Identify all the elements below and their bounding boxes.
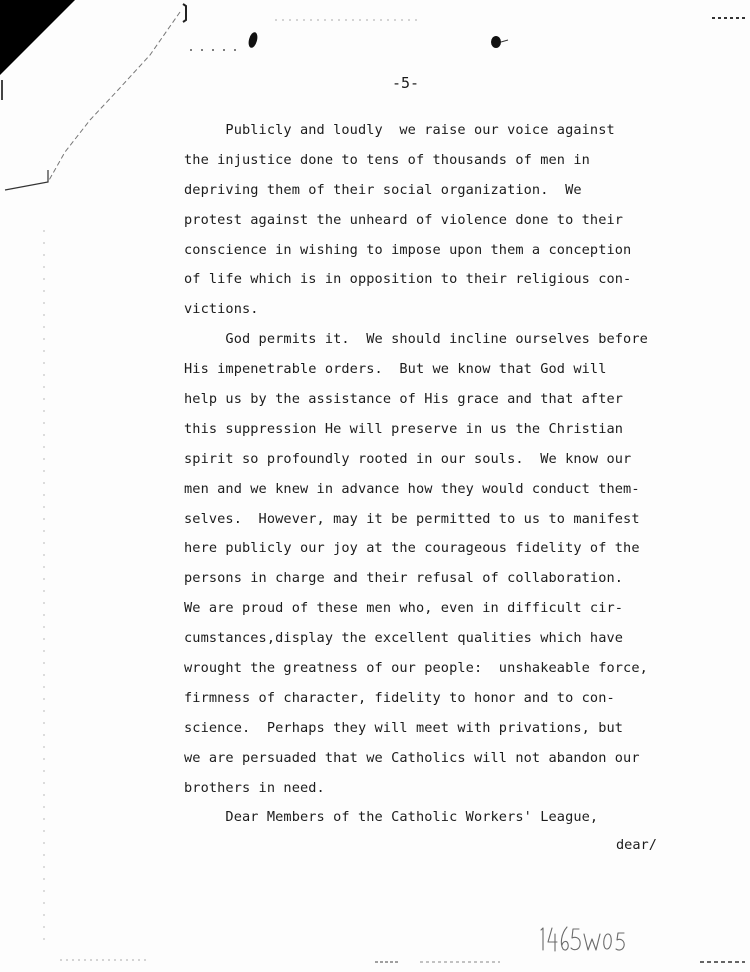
text-line: conscience in wishing to impose upon them a conception — [184, 241, 632, 258]
scanned-corner-shadow — [0, 0, 75, 75]
text-line: of life which is in opposition to their religious con- — [184, 271, 632, 288]
text-line: we are persuaded that we Catholics will not abandon our — [184, 749, 640, 766]
body-text — [184, 116, 724, 833]
text-line: wrought the greatness of our people: unshakeable force, — [184, 660, 648, 677]
text-line: cumstances,display the excellent qualities which have — [184, 630, 624, 647]
text-line: We are proud of these men who, even in difficult cir- — [184, 600, 624, 617]
text-line: science. Perhaps they will meet with privations, but — [184, 719, 624, 736]
text-line: selves. However, may it be permitted to us to manifest — [184, 510, 640, 527]
text-line: victions. — [184, 301, 259, 318]
text-line: spirit so profoundly rooted in our souls. We know our — [184, 450, 632, 467]
text-line: depriving them of their social organization. We — [184, 181, 582, 198]
text-line: brothers in need. — [184, 779, 325, 796]
text-line: the injustice done to tens of thousands of men in — [184, 151, 590, 168]
text-line: here publicly our joy at the courageous fidelity of the — [184, 540, 640, 557]
text-line: protest against the unheard of violence done to their — [184, 211, 624, 228]
text-line: this suppression He will preserve in us the Christian — [184, 420, 624, 437]
handwritten-archive-note — [538, 920, 628, 960]
text-line: Publicly and loudly we raise our voice against — [184, 122, 615, 138]
text-line: men and we knew in advance how they would conduct them- — [184, 480, 640, 497]
text-line: His impenetrable orders. But we know that God will — [184, 361, 607, 378]
text-line: persons in charge and their refusal of collaboration. — [184, 570, 624, 587]
signoff-catchword: dear/ — [616, 837, 657, 853]
text-line: God permits it. We should incline ourselves before — [184, 331, 648, 348]
text-line: help us by the assistance of His grace and that after — [184, 391, 624, 408]
text-line: Dear Members of the Catholic Workers' League, — [184, 809, 599, 826]
text-line: firmness of character, fidelity to honor and to con- — [184, 689, 615, 706]
page-number: -5- — [392, 74, 420, 92]
